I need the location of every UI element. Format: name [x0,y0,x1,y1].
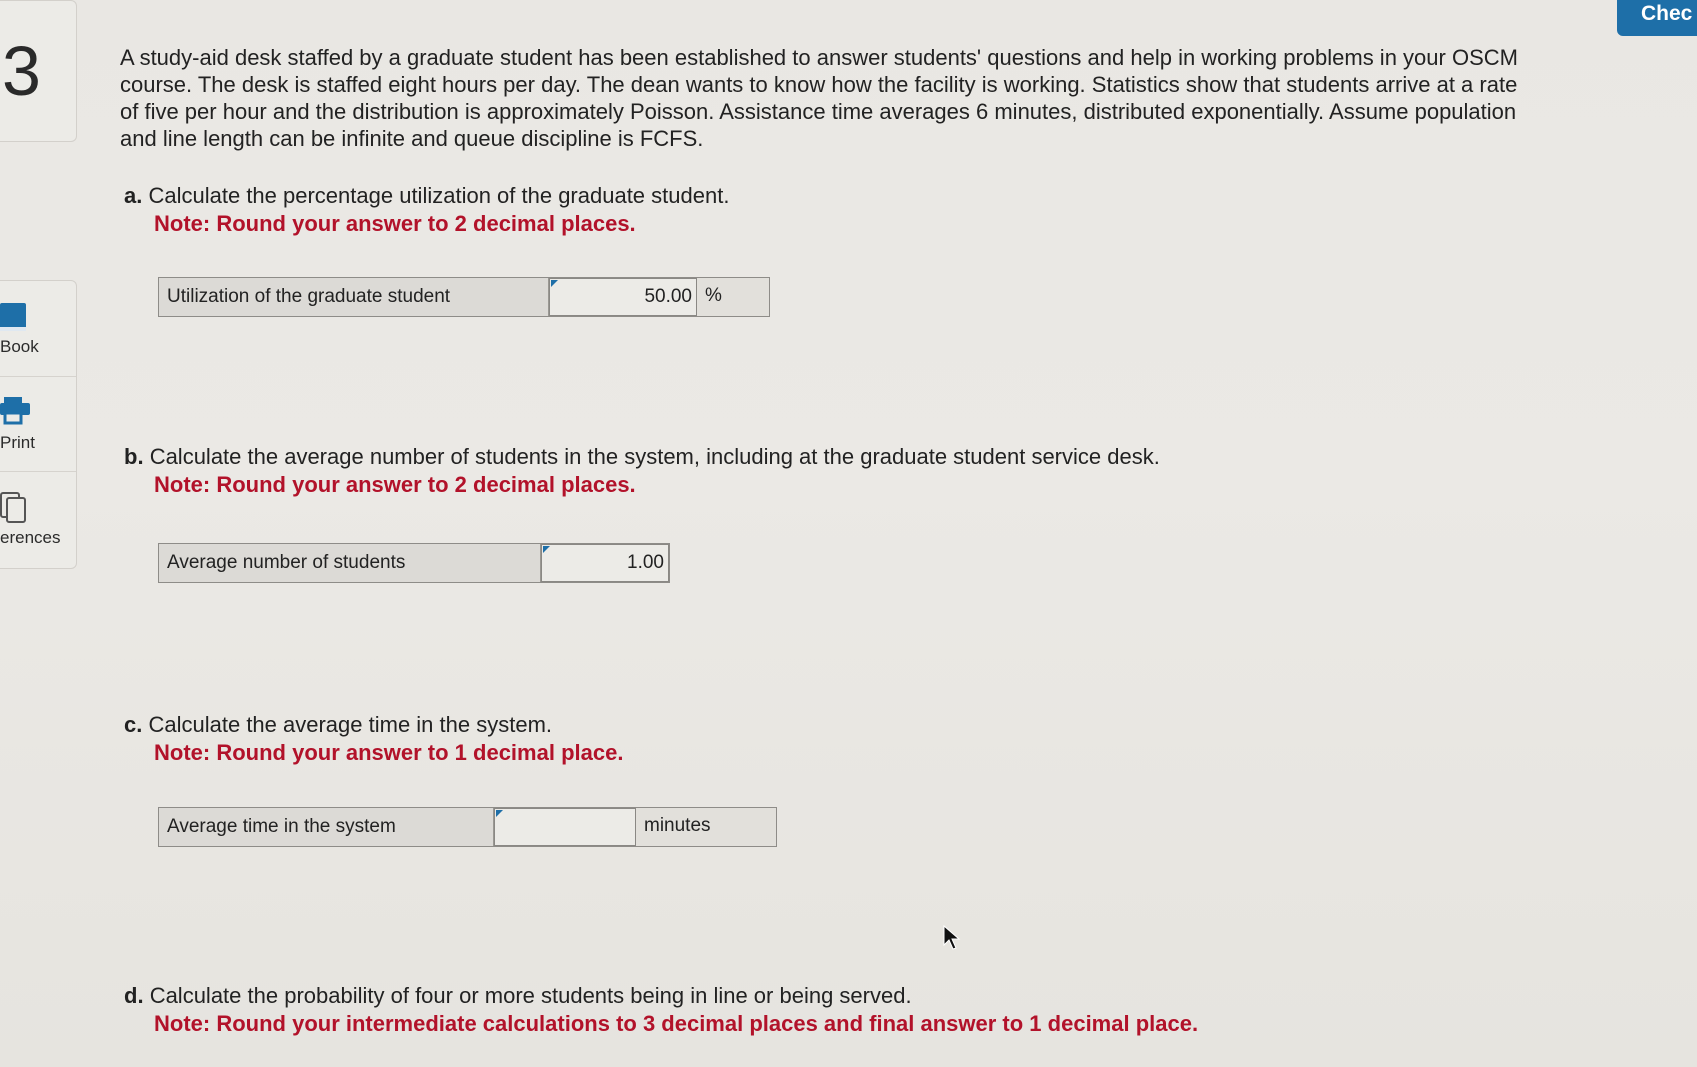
tool-sidebar [0,280,77,569]
average-students-input[interactable]: 1.00 [541,544,669,582]
sidebar-item-book[interactable] [0,281,76,376]
answer-label: Utilization of the graduate student [159,278,549,316]
answer-row-average-students [158,543,670,583]
book-icon [0,301,28,333]
part-note: Note: Round your intermediate calculations to 3 decimal places and final answer to 1 decimal place. [154,1011,1199,1036]
part-letter: b. [124,444,144,469]
question-number: 3 [2,32,41,110]
utilization-input[interactable]: 50.00 [549,278,697,316]
answer-label: Average number of students [159,544,541,582]
part-letter: d. [124,983,144,1008]
problem-statement: A study-aid desk staffed by a graduate student has been established to answer students' questions and help in working problems in your OSCM course. The desk is staffed eight hours per day. The dean wants to know how the facility is working. Statistics show that students arrive at a rate of five per hour and the distribution is approximately Poisson. Assistance time averages 6 minutes, distributed exponentially. Assume population and line length can be infinite and queue discipline is FCFS. [120,45,1518,151]
sidebar-item-print[interactable] [0,376,76,472]
sidebar-item-references[interactable] [0,471,76,567]
answer-unit: minutes [636,808,776,846]
part-question: Calculate the probability of four or more students being in line or being served. [149,983,912,1008]
answer-label: Average time in the system [159,808,494,846]
answer-unit: % [697,278,769,316]
answer-row-utilization [158,277,770,317]
part-letter: c. [124,712,143,737]
part-question: Calculate the average time in the system. [148,712,553,737]
mouse-cursor-icon [943,925,961,951]
sidebar-item-label: erences [0,528,61,547]
part-question: Calculate the percentage utilization of the graduate student. [148,183,730,208]
average-time-input[interactable] [494,808,636,846]
sidebar-item-label: Book [0,337,39,356]
references-icon [0,492,30,524]
part-note: Note: Round your answer to 2 decimal places. [154,211,636,236]
question-number-panel [0,0,77,142]
part-c [124,711,623,767]
print-icon [0,397,30,427]
part-d [124,982,1198,1038]
part-note: Note: Round your answer to 1 decimal place. [154,740,624,765]
part-b [124,443,1160,499]
answer-row-average-time [158,807,777,847]
check-button[interactable]: Chec [1617,0,1697,36]
part-question: Calculate the average number of students in the system, including at the graduate student service desk. [149,444,1160,469]
part-note: Note: Round your answer to 2 decimal places. [154,472,636,497]
part-a [124,182,729,238]
part-letter: a. [124,183,143,208]
sidebar-item-label: Print [0,433,35,452]
